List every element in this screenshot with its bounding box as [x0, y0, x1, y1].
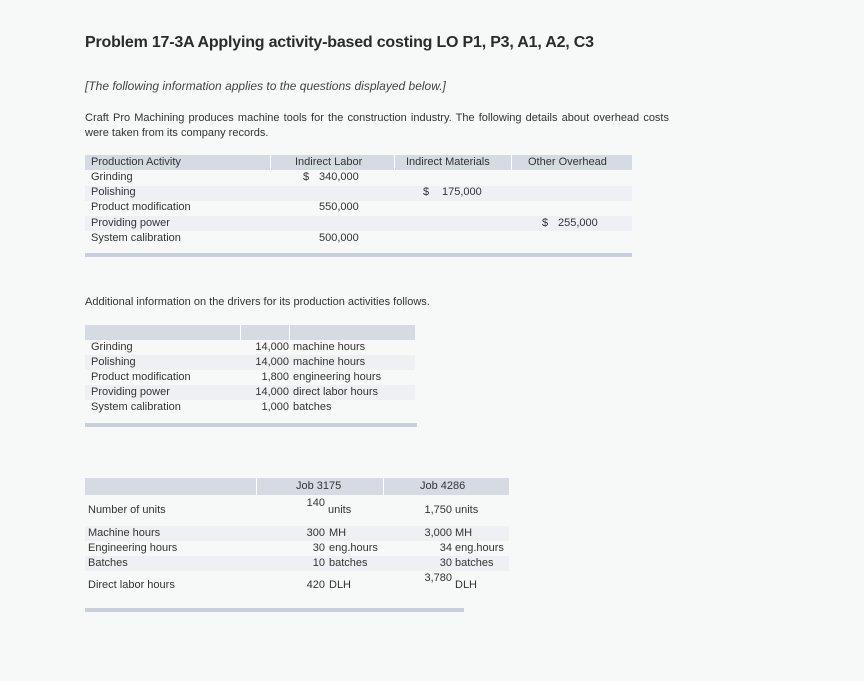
job-3175-unit: eng.hours	[329, 542, 378, 554]
table-row-activity: Providing power	[91, 386, 170, 398]
column-header-other-overhead: Other Overhead	[528, 156, 607, 168]
table-row-activity: System calibration	[91, 232, 181, 244]
other-overhead-value: 255,000	[558, 217, 598, 229]
indirect-labor-value: 500,000	[319, 232, 359, 244]
table-row-activity: Product modification	[91, 371, 191, 383]
currency-sign: $	[542, 217, 549, 229]
driver-unit: direct labor hours	[293, 386, 378, 398]
indirect-materials-value: 175,000	[442, 186, 482, 198]
table-bottom-rule	[85, 423, 417, 427]
job-3175-quantity: 420	[306, 579, 325, 591]
job-4286-quantity: 3,000	[424, 527, 452, 539]
problem-paragraph: Craft Pro Machining produces machine tools for the construction industry. The following details about overhead costs were taken from its company records.	[85, 112, 669, 139]
job-4286-quantity: 30	[439, 557, 452, 569]
job-3175-quantity: 30	[312, 542, 325, 554]
job-4286-unit: MH	[455, 527, 473, 539]
job-4286-unit: units	[455, 504, 479, 516]
column-header-indirect-materials: Indirect Materials	[406, 156, 490, 168]
table-row-activity: Polishing	[91, 186, 136, 198]
driver-quantity: 1,800	[261, 371, 289, 383]
table-row-activity: System calibration	[91, 401, 181, 413]
job-4286-quantity: 34	[439, 542, 452, 554]
job-4286-quantity: 1,750	[424, 504, 452, 516]
job-4286-unit: DLH	[455, 579, 478, 591]
driver-unit: machine hours	[293, 356, 366, 368]
table-bottom-rule	[85, 253, 632, 257]
table-row-label: Direct labor hours	[88, 579, 175, 591]
column-header-indirect-labor: Indirect Labor	[295, 156, 363, 168]
job-3175-quantity: 10	[312, 557, 325, 569]
table-row-activity: Polishing	[91, 356, 136, 368]
driver-unit: batches	[293, 401, 332, 413]
intro-note: [The following information applies to the questions displayed below.]	[85, 79, 446, 93]
table-row-activity: Providing power	[91, 217, 170, 229]
table-row-label: Batches	[88, 557, 128, 569]
table-row-activity: Grinding	[91, 171, 133, 183]
job-4286-unit: eng.hours	[455, 542, 504, 554]
job-4286-quantity: 3,780	[424, 572, 452, 584]
driver-quantity: 14,000	[255, 386, 289, 398]
table-bottom-rule	[85, 608, 464, 612]
job-4286-unit: batches	[455, 557, 494, 569]
table-row-label: Machine hours	[88, 527, 161, 539]
job-3175-unit: DLH	[329, 579, 352, 591]
job-3175-quantity: 140	[306, 497, 325, 509]
page-title: Problem 17-3A Applying activity-based costing LO P1, P3, A1, A2, C3	[85, 34, 594, 51]
currency-sign: $	[303, 171, 310, 183]
job-3175-unit: batches	[329, 557, 368, 569]
driver-quantity: 14,000	[255, 341, 289, 353]
job-3175-unit: MH	[329, 527, 347, 539]
indirect-labor-value: 550,000	[319, 201, 359, 213]
column-header-job-3175: Job 3175	[296, 480, 342, 492]
column-header-job-4286: Job 4286	[420, 480, 466, 492]
table-row-activity: Product modification	[91, 201, 191, 213]
driver-unit: engineering hours	[293, 371, 382, 383]
job-3175-quantity: 300	[306, 527, 325, 539]
table-row-label: Engineering hours	[88, 542, 178, 554]
driver-unit: machine hours	[293, 341, 366, 353]
table-header-row	[85, 325, 415, 340]
additional-info-text: Additional information on the drivers for its production activities follows.	[85, 296, 430, 308]
table-row-activity: Grinding	[91, 341, 133, 353]
driver-quantity: 14,000	[255, 356, 289, 368]
currency-sign: $	[423, 186, 430, 198]
table-row-label: Number of units	[88, 504, 166, 516]
job-3175-unit: units	[328, 504, 352, 516]
indirect-labor-value: 340,000	[319, 171, 359, 183]
driver-quantity: 1,000	[261, 401, 289, 413]
column-header-activity: Production Activity	[91, 156, 181, 168]
